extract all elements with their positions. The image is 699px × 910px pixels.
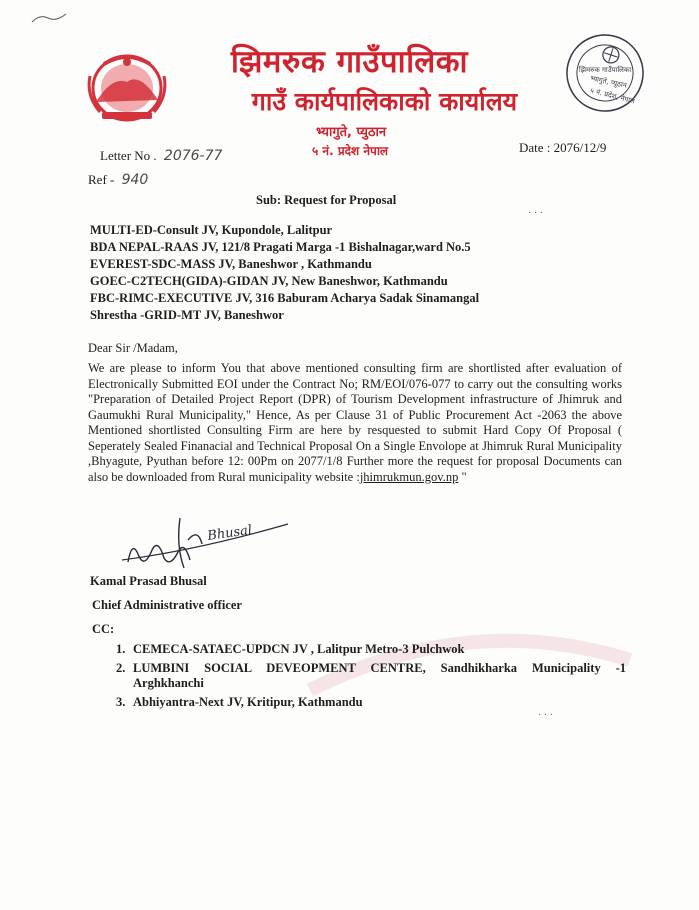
- salutation: Dear Sir /Madam,: [88, 341, 178, 355]
- office-address: भ्यागुते, प्युठान: [316, 125, 387, 140]
- body-tail: ": [458, 469, 467, 484]
- recipient-item: MULTI-ED-Consult JV, Kupondole, Lalitpur: [90, 223, 333, 237]
- body-text: We are please to inform You that above mentioned consulting firm are shortlisted after evaluation of Electronically Submitted EOI under the Contract No; RM/EOI/076-077 to carry out the consulting works "Preparation of Detailed Project Report (DPR) of Tourism Development infrastructure of Jhimruk and Gaumukhi Rural Municipality," Hence, As per Clause 31 of Public Procurement Act -2063 the above Mentioned shortlisted Consulting Firm are here by resquested to submit Hard Copy Of Proposal ( Seperately Sealed Finanacial and Technical Proposal On a Single Envolope at Jhimruk Rural Municipality ,Bhyagute, Pyuthan before 12: 00Pm on 2077/1/8 Further more the request for proposal Documents can also be downloaded from Rural municipality website :: [88, 361, 622, 484]
- subject-line: Sub: Request for Proposal: [256, 193, 397, 207]
- office-name: गाउँ कार्यपालिकाको कार्यालय: [251, 87, 518, 116]
- municipality-name: झिमरुक गाउँपालिका: [230, 44, 469, 80]
- recipients-list: [90, 222, 479, 324]
- date-label: Date :: [519, 140, 554, 155]
- recipient-item: GOEC-C2TECH(GIDA)-GIDAN JV, New Baneshwor, Kathmandu: [90, 274, 448, 288]
- cc-label: CC:: [92, 622, 115, 636]
- cc-item: [116, 661, 626, 691]
- seal-text-2: भ्यागुते, प्युठान: [589, 74, 628, 90]
- corner-scribble: [30, 8, 70, 28]
- cc-item-text: [133, 661, 626, 691]
- cc-item: [116, 695, 626, 710]
- office-seal-icon: [562, 30, 648, 116]
- website-link[interactable]: jhimrukmun.gov.np: [359, 469, 459, 484]
- cc-item-text: Abhiyantra-Next JV, Kritipur, Kathmandu: [133, 695, 363, 709]
- ref-label: Ref -: [88, 172, 118, 187]
- cc-item-text-line2: Arghkhanchi: [133, 676, 204, 690]
- recipient-item: BDA NEPAL-RAAS JV, 121/8 Pragati Marga -1 Bishalnagar,ward No.5: [90, 240, 471, 254]
- cc-item-number: 2.: [116, 661, 126, 675]
- signatory-title: Chief Administrative officer: [92, 598, 242, 612]
- cc-item-number: 1.: [116, 642, 126, 656]
- recipient-item: FBC-RIMC-EXECUTIVE JV, 316 Baburam Acharya Sadak Sinamangal: [90, 291, 480, 305]
- seal-text-1: झिमरुक गाउँपालिका: [578, 66, 632, 74]
- cc-item: [116, 642, 626, 657]
- reference-number: [88, 172, 148, 188]
- office-province: ५ नं. प्रदेश नेपाल: [312, 144, 389, 158]
- cc-item-text: CEMECA-SATAEC-UPDCN JV , Lalitpur Metro-3 Pulchwok: [133, 642, 465, 656]
- signature-handwriting: Bhusal: [206, 522, 254, 544]
- letter-body: [88, 361, 622, 485]
- letter-number: [100, 148, 222, 164]
- ref-value: 940: [121, 172, 149, 188]
- cc-item-number: 3.: [116, 695, 126, 709]
- letter-number-value: 2076-77: [163, 148, 223, 164]
- cc-item-text-line1: LUMBINI SOCIAL DEVEOPMENT CENTRE, Sandhikharka Municipality -1: [133, 661, 626, 675]
- letter-number-label: Letter No .: [100, 148, 160, 163]
- letter-date: [519, 140, 606, 156]
- speck-marks: · · ·: [528, 208, 543, 219]
- recipient-item: Shrestha -GRID-MT JV, Baneshwor: [90, 308, 284, 322]
- date-value: 2076/12/9: [553, 140, 607, 155]
- seal-text-3: ५ नं. प्रदेश, नेपाल: [589, 86, 636, 106]
- speck-marks: · · ·: [538, 710, 553, 721]
- recipient-item: EVEREST-SDC-MASS JV, Baneshwor , Kathmandu: [90, 257, 372, 271]
- handwritten-signature: [118, 510, 298, 578]
- cc-list: [116, 642, 626, 714]
- signatory-name: Kamal Prasad Bhusal: [90, 574, 207, 588]
